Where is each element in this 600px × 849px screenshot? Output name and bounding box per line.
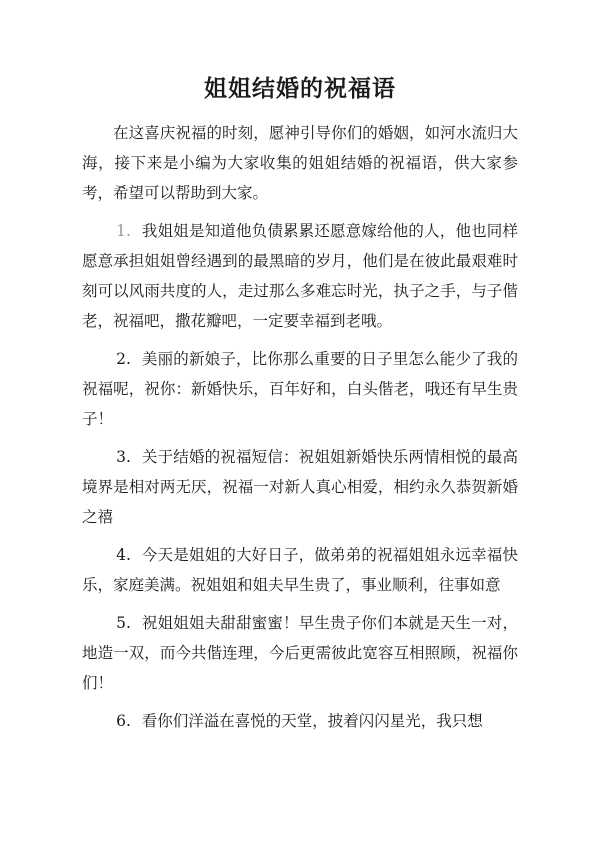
intro-paragraph: 在这喜庆祝福的时刻，愿神引导你们的婚姻，如河水流归大海，接下来是小编为大家收集的姐姐结婚的祝福语，供大家参考，希望可以帮助到大家。 [82, 124, 518, 202]
item-text: 祝姐姐姐夫甜甜蜜蜜！早生贵子你们本就是天生一对，地造一双，而今共偕连理，今后更需彼此宽容互相照顾，祝福你们！ [82, 614, 518, 692]
item-text: 我姐姐是知道他负债累累还愿意嫁给他的人，他也同样愿意承担姐姐曾经遇到的最黑暗的岁月，他们是在彼此最艰难时刻可以风雨共度的人，走过那么多难忘时光，执子之手，与子偕老，祝福吧，撒花瓣吧，一定要幸福到老哦。 [82, 222, 518, 330]
blessing-item-4 [82, 540, 518, 600]
blessing-item-5 [82, 608, 518, 698]
blessing-item-2 [82, 344, 518, 434]
item-number: 3. [116, 448, 131, 466]
item-text: 关于结婚的祝福短信：祝姐姐新婚快乐两情相悦的最高境界是相对两无厌，祝福一对新人真心相爱，相约永久恭贺新婚之禧 [82, 448, 518, 526]
item-number: 2. [116, 350, 131, 368]
item-number: 6. [116, 712, 131, 730]
blessing-item-3 [82, 442, 518, 532]
blessing-item-1 [82, 216, 518, 336]
item-number: 4. [116, 546, 131, 564]
document-body [82, 118, 518, 744]
item-text: 今天是姐姐的大好日子，做弟弟的祝福姐姐永远幸福快乐，家庭美满。祝姐姐和姐夫早生贵了，事业顺利，往事如意 [82, 546, 518, 594]
item-number: 5. [116, 614, 131, 632]
blessing-item-6 [82, 706, 518, 736]
document-title: 姐姐结婚的祝福语 [204, 75, 396, 102]
item-text: 美丽的新娘子，比你那么重要的日子里怎么能少了我的祝福呢，祝你：新婚快乐，百年好和，白头偕老，哦还有早生贵子！ [82, 350, 518, 428]
item-text: 看你们洋溢在喜悦的天堂，披着闪闪星光，我只想 [141, 712, 483, 730]
item-number: 1. [116, 222, 131, 240]
